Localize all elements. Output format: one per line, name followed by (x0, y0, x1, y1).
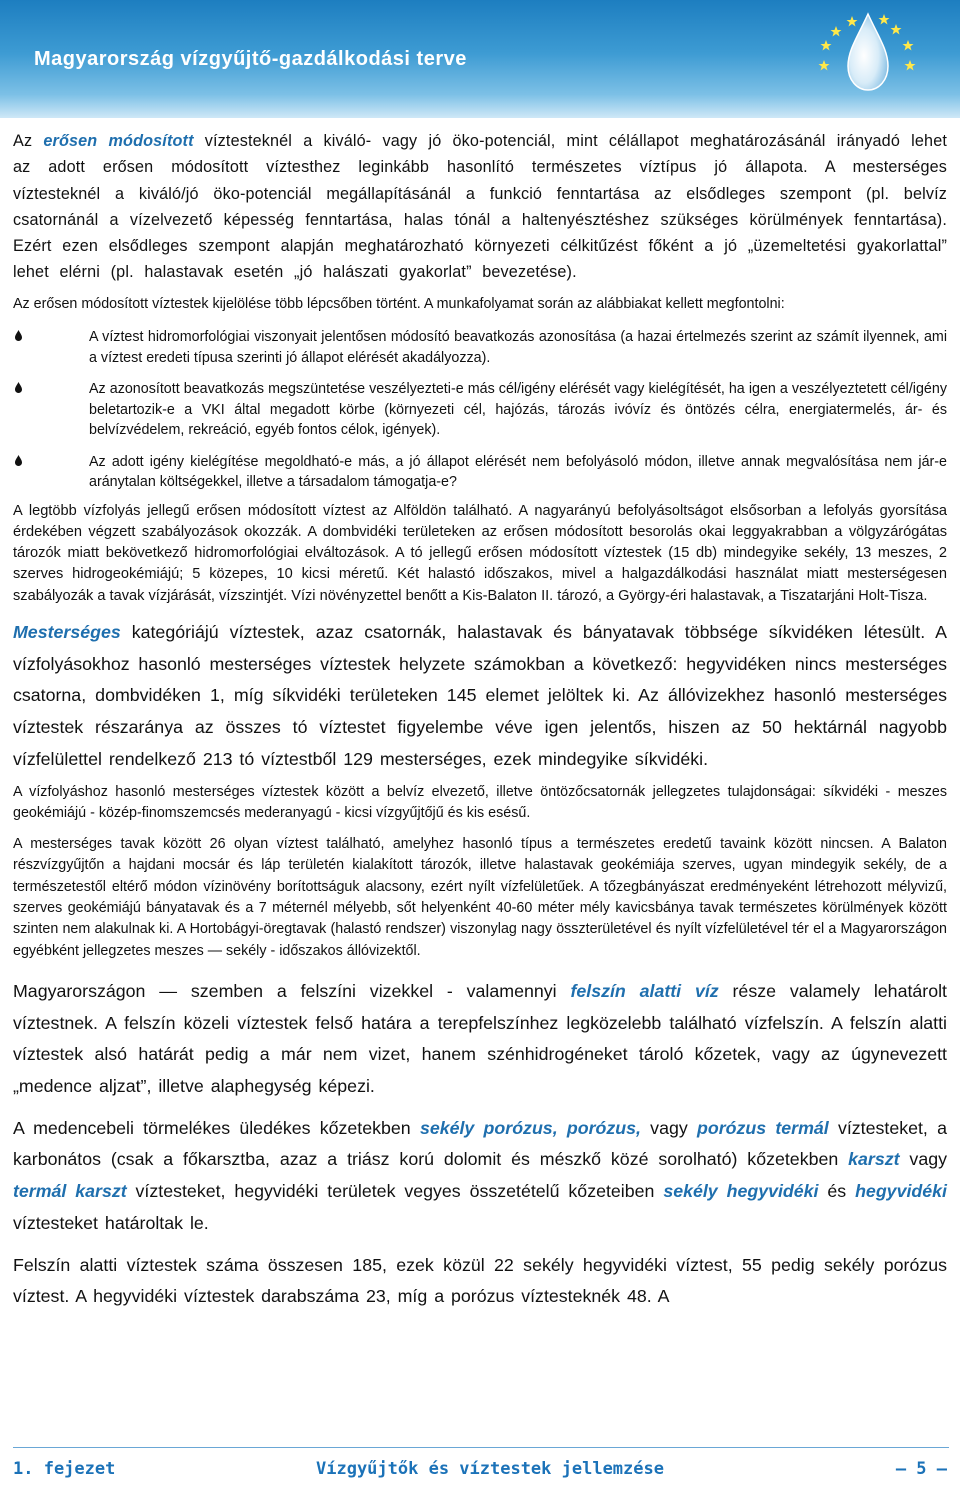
term-artificial: Mesterséges (13, 622, 121, 643)
page-content (13, 124, 947, 1313)
bullet-icon (15, 382, 22, 393)
paragraph-artificial-waterbodies: Mesterséges kategóriájú víztestek, azaz csatornák, halastavak és bányatavak többsége síkvidéken létesült. A vízfolyásokhoz hasonló mesterséges víztestek helyzete számokban a következő: hegyvidéken nincs mesterséges csatorna, dombvidéken 1, míg síkvidéki területeken 145 elemet jelöltek ki. Az állóvizekhez hasonló mesterséges víztestek részaránya az összes tó víztestet figyelembe véve igen jelentős, hiszen az 50 hektárnál nagyobb vízfelülettel rendelkező 213 tó víztestből 129 mesterséges, ezek mindegyike síkvidéki. (13, 622, 947, 769)
paragraph-groundwater-bodies: Magyarországon — szemben a felszíni vizekkel - valamennyi felszín alatti víz része valamely lehatárolt víztestnek. A felszín közeli víztestek felső határa a terepfelszínhez legközelebb található vízfelszín. A felszín alatti víztestek alsó határát pedig a már nem vizet, hanem szénhidrogéneket tároló kőzetek, vagy az úgynevezett „medence aljzat”, illetve alaphegység képezi. (13, 980, 947, 1097)
bullet-icon (15, 455, 22, 466)
bullet-icon (15, 330, 22, 341)
footer-chapter: 1. fejezet (13, 1459, 116, 1479)
term-thermal-karst: termál karszt (13, 1181, 127, 1202)
page-header (0, 0, 960, 118)
term-heavily-modified: erősen módosított (43, 132, 194, 150)
paragraph-groundwater-types: A medencebeli törmelékes üledékes kőzetekben sekély porózus, porózus, vagy porózus termál víztesteket, a karbonátos (csak a főkarsztba, azaz a triász korú dolomit és mészkő közé sorolható) kőzetekben karszt vagy termál karszt víztesteket, hegyvidéki területek vegyes összetételű kőzeteiben sekély hegyvidéki és hegyvidéki víztesteket határoltak le. (13, 1117, 947, 1233)
document-title: Magyarország vízgyűjtő-gazdálkodási terve (34, 48, 467, 70)
paragraph-watercourse-types: A legtöbb vízfolyás jellegű erősen módosított víztest az Alföldön található. A nagyarányú befolyásoltságot elsősorban a lefolyás gyorsítása érdekében végzett szabályozások okozzák. A dombvidéki területeken az erősen módosított besorolás okai leggyakrabban a völgyzárógátas tározók miatt bekövetkező hidromorfológiai elváltozások. A tó jellegű erősen módosított víztestek (15 db) mindegyike sekély, 13 meszes, 2 szerves hidrogeokémiájú; 5 közepes, 10 kicsi méretű. Két halastó időszakos, mivel a halgazdálkodási használat miatt mesterségesen szabályozák a tavak vízjárását, vízszintjét. Vízi növényzettel benőtt a Kis-Balaton II. tározó, a György-éri halastavak, a Tiszatarjáni Holt-Tisza. (13, 502, 947, 604)
term-shallow-porous: sekély porózus, porózus, (419, 1117, 641, 1138)
footer-page-number: — 5 — (895, 1459, 947, 1479)
paragraph-heavily-modified-potential: Az erősen módosított víztesteknél a kiváló- vagy jó öko-potenciál, mint célállapot meghatározásánál irányadó lehet az adott erősen módosított víztesthez leginkább hasonlító természetes víztípus jó állapota. A mesterséges víztesteknél a kiváló/jó öko-potenciál megállapításánál a funkció fenntartása az elsődleges szempont (pl. belvíz csatornánál a vízelvezető képesség fenntartása, halas tónál a haltenyésztéshez szükséges körülmények fenntartása). Ezért ezen elsődleges szempont alapján meghatározható környezeti célkitűzést főként a jó „üzemeltetési gyakorlattal” lehet elérni (pl. halastavak esetén „jó halászati gyakorlat” bevezetése). (13, 132, 947, 282)
paragraph-canal-properties: A vízfolyáshoz hasonló mesterséges víztestek között a belvíz elvezető, illetve öntözőcsatornák jellegzetes tulajdonságai: síkvidéki - meszes geokémiájú - közép-finomszemcsés mederanyagú - kicsi vízgyűjtőjű és kis esésű. (13, 783, 947, 821)
paragraph-designation-steps: Az erősen módosított víztestek kijelölése több lépcsőben történt. A munkafolyamat során az alábbiakat kellett megfontolni: (13, 295, 785, 312)
term-porous-thermal: porózus termál (696, 1117, 829, 1138)
consideration-list (13, 327, 947, 493)
term-groundwater: felszín alatti víz (570, 980, 719, 1001)
list-item: A víztest hidromorfológiai viszonyait jelentősen módosító beavatkozás azonosítása (a hazai értelmezés szerint az számít ilyennek, ami a víztest eredeti típusa szerinti jó állapot elérését akadályozza). (13, 327, 947, 368)
eu-water-drop-logo (796, 0, 936, 118)
paragraph-artificial-lakes: A mesterséges tavak között 26 olyan víztest található, amelyhez hasonló típus a természetes eredetű tavaink között nincsen. A Balaton részvízgyűjtőn a hajdani mocsár és láp területén kialakított tározók, illetve halastavak geokémiája szerves, ugyan mindegyik sekély, de a természetestől eltérő módon vízinövény borítottságuk alacsony, ezért nyílt vízfelületűek. A tőzegbányászat eredményeként létrehozott mélyvizű, szerves geokémiájú bányatavak és a 7 méternél mélyebb, sőt helyenként 40-60 méter mély kavicsbánya tavak természetes körülmények között szinten nem alakulnak ki. A Hortobágyi-öregtavak (halastó rendszer) viszonylag nagy összterületével és nyílt vízfelületével tér el a Magyarországon egyébként jellegzetes meszes — sekély - időszakos állóvizektől. (13, 836, 947, 959)
term-shallow-mountain: sekély hegyvidéki (663, 1181, 819, 1202)
footer-divider (13, 1447, 949, 1448)
list-item: Az adott igény kielégítése megoldható-e más, a jó állapot elérését nem befolyásoló módon, illetve annak megvalósítása nem jár-e aránytalan költségekkel, illetve a társadalom támogatja-e? (13, 452, 947, 493)
term-karst: karszt (848, 1149, 900, 1170)
term-mountain: hegyvidéki (855, 1181, 947, 1202)
paragraph-groundwater-counts: Felszín alatti víztestek száma összesen 185, ezek közül 22 sekély hegyvidéki víztest, 55 pedig sekély porózus víztest. A hegyvidéki víztestek darabszáma 23, míg a porózus víztesteknék 48. A (13, 1254, 947, 1307)
footer-chapter-title: Vízgyűjtők és víztestek jellemzése (316, 1459, 664, 1479)
list-item: Az azonosított beavatkozás megszüntetése veszélyezteti-e más cél/igény elérését vagy kielégítését, ha igen a veszélyeztetett cél/igény beletartozik-e a VKI által megadott körbe (környezeti cél, hajózás, tározás ivóvíz és öntözés célra, energiatermelés, ár- és belvízvédelem, rekreáció, egyéb fontos célok, igények). (13, 379, 947, 441)
